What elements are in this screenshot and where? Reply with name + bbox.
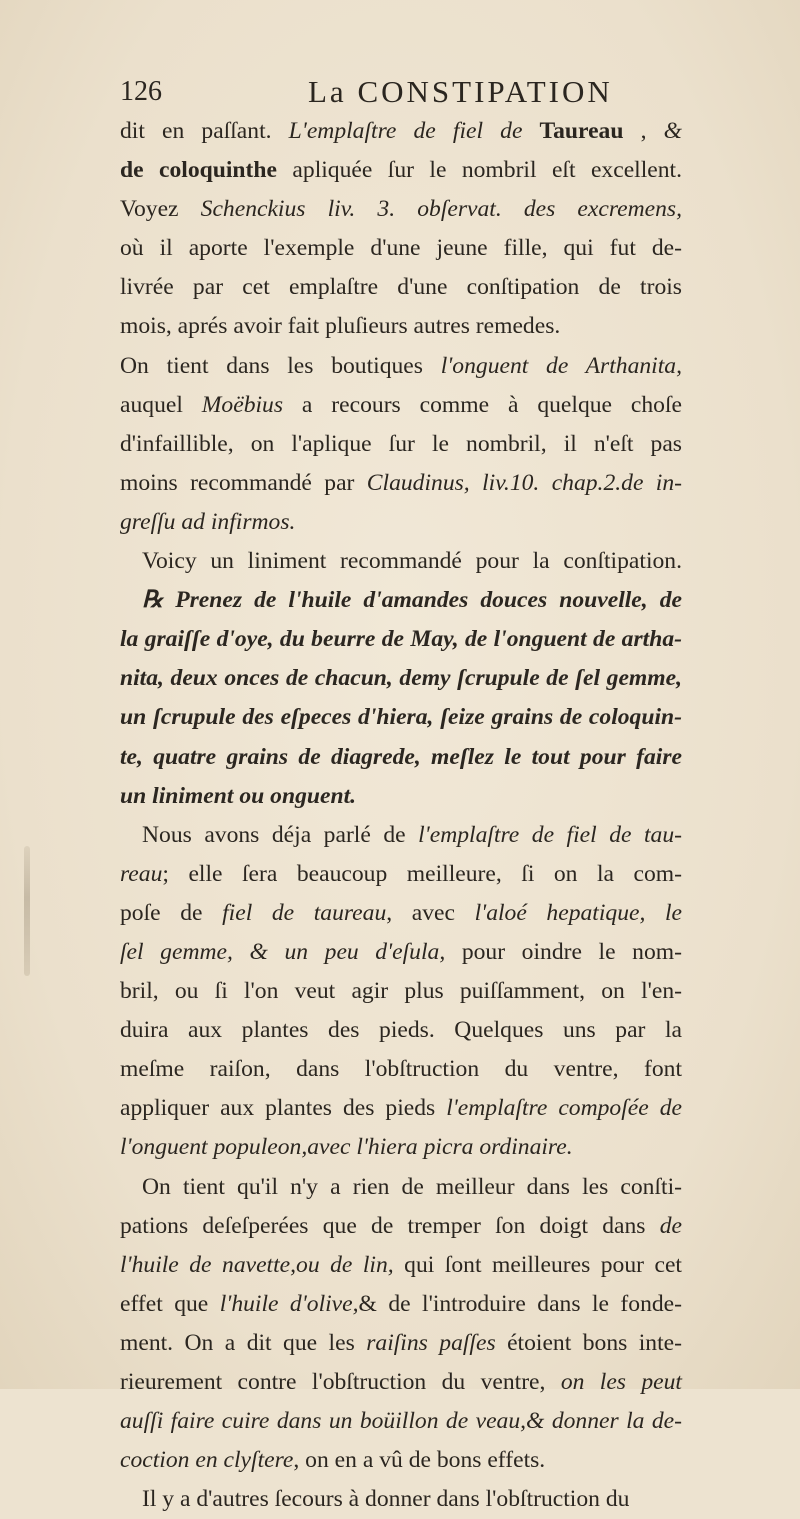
text-line — [120, 1128, 682, 1167]
text-run: , — [623, 118, 664, 144]
text-line — [120, 1089, 682, 1128]
text-run: & de l'introduire dans le fonde- — [358, 1290, 682, 1317]
text-run: poſe de — [120, 899, 223, 926]
text-line — [120, 347, 682, 386]
text-run: de — [659, 1212, 682, 1239]
text-line — [120, 777, 682, 816]
text-run: meſme raiſon, dans l'obſtruction du ventre, font — [120, 1056, 682, 1083]
text-line — [120, 1285, 682, 1324]
text-run: l'onguent populeon,avec l'hiera picra ordinaire. — [120, 1134, 573, 1161]
text-line — [120, 1246, 682, 1285]
text-run: & — [663, 118, 682, 144]
text-run: coction en clyſtere — [120, 1447, 294, 1474]
text-run: ; elle ſera beaucoup meilleure, ſi on la com- — [162, 860, 682, 887]
text-run: , on en a vû de bons effets. — [293, 1447, 546, 1474]
text-line — [120, 620, 682, 659]
text-line — [120, 1363, 682, 1402]
text-line — [120, 268, 682, 307]
text-line — [120, 1207, 682, 1246]
text-line — [120, 581, 682, 620]
running-title: La CONSTIPATION — [308, 74, 613, 109]
text-line — [120, 894, 682, 933]
text-run: l'huile d'olive, — [219, 1290, 359, 1317]
text-line — [120, 659, 682, 698]
text-run: pour oindre le nom- — [445, 938, 682, 965]
text-line — [120, 1480, 682, 1519]
text-run: On tient dans les boutiques — [120, 352, 441, 379]
text-run: duira aux plantes des pieds. Quelques uns par la — [120, 1017, 682, 1044]
text-run: l'emplaſtre de fiel de tau- — [418, 821, 682, 848]
text-run: moins recommandé par — [120, 469, 367, 496]
text-run: la graiſſe d'oye, du beurre de May, de l'onguent de artha- — [120, 626, 682, 653]
text-run: l'aloé hepatique, le — [474, 899, 682, 926]
paper-stain — [24, 846, 30, 976]
text-run: reau — [120, 860, 163, 887]
text-run: Voyez — [120, 196, 201, 223]
text-run: rieurement contre l'obſtruction du ventre, — [120, 1369, 561, 1395]
text-run: mois, aprés avoir fait pluſieurs autres remedes. — [120, 313, 561, 340]
text-run: apliquée ſur le nombril eſt excellent. — [277, 157, 683, 184]
text-run: auquel — [120, 391, 202, 418]
text-line — [120, 855, 682, 894]
text-line — [120, 386, 682, 425]
text-line — [120, 1168, 682, 1207]
text-run: greſſu ad infirmos. — [120, 508, 296, 535]
text-run: te, quatre grains de diagrede, meſlez le tout pour faire — [120, 743, 682, 770]
text-run: , avec — [386, 899, 475, 926]
text-run: où il aporte l'exemple d'une jeune fille, qui fut de- — [120, 235, 682, 262]
text-run: fiel de taureau — [222, 899, 387, 926]
text-run: auſſi faire cuire dans un boüillon de veau,& donner la de- — [120, 1408, 682, 1435]
text-run: pations deſeſperées que de tremper ſon doigt dans — [120, 1212, 660, 1239]
text-line — [120, 1441, 682, 1480]
text-line — [120, 190, 682, 229]
text-run: l'emplaſtre compoſée de — [446, 1095, 682, 1122]
text-line — [120, 503, 682, 542]
text-run: ſel gemme, & un peu d'eſula, — [120, 938, 446, 965]
text-line — [120, 1324, 682, 1363]
text-run: l'onguent de Arthanita, — [440, 352, 682, 379]
text-run: on les peut — [560, 1369, 682, 1395]
text-line — [120, 542, 682, 581]
text-run: Claudinus, liv.10. chap.2.de in- — [366, 469, 683, 496]
text-run: bril, ou ſi l'on veut agir plus puiſſamment, on l'en- — [120, 978, 682, 1005]
text-line — [120, 1050, 682, 1089]
text-run: appliquer aux plantes des pieds — [120, 1095, 447, 1122]
text-run: Il y a d'autres ſecours à donner dans l'obſtruction du — [142, 1486, 630, 1513]
text-run: effet que — [120, 1290, 220, 1317]
text-line — [120, 972, 682, 1011]
text-run: Taureau — [539, 118, 624, 144]
text-run: Nous avons déja parlé de — [142, 821, 419, 848]
text-run: raiſins paſſes — [366, 1329, 496, 1356]
page-number: 126 — [120, 76, 162, 107]
text-run: livrée par cet emplaſtre d'une conſtipation de trois — [120, 274, 682, 301]
text-line — [120, 1011, 682, 1050]
text-line — [120, 738, 682, 777]
text-line — [120, 1402, 682, 1441]
text-run: de coloquinthe — [120, 157, 278, 184]
text-run: Moëbius — [201, 391, 284, 418]
body-text — [120, 112, 682, 1519]
text-run: L'emplaſtre de fiel de — [288, 118, 540, 144]
text-run: ment. On a dit que les — [120, 1329, 367, 1356]
text-run: ℞ Prenez de l'huile d'amandes douces nouvelle, de — [142, 587, 682, 614]
text-run: étoient bons inte- — [495, 1329, 682, 1356]
text-line — [120, 112, 682, 151]
text-run: Schenckius liv. 3. obſervat. des excremens, — [200, 196, 682, 223]
text-line — [120, 933, 682, 972]
text-run: On tient qu'il n'y a rien de meilleur dans les conſti- — [142, 1173, 682, 1200]
text-line — [120, 464, 682, 503]
text-line — [120, 151, 682, 190]
text-run: Voicy un liniment recommandé pour la conſtipation. — [142, 548, 682, 575]
text-line — [120, 698, 682, 737]
text-run: d'infaillible, on l'aplique ſur le nombril, il n'eſt pas — [120, 430, 682, 457]
text-line — [120, 307, 682, 346]
text-run: dit en paſſant. — [120, 118, 289, 144]
text-run: un liniment ou onguent. — [120, 782, 357, 809]
text-run: qui ſont meilleures pour cet — [393, 1251, 682, 1278]
text-run: a recours comme à quelque choſe — [283, 391, 682, 418]
text-line — [120, 816, 682, 855]
text-run: l'huile de navette,ou de lin, — [120, 1251, 394, 1278]
text-line — [120, 425, 682, 464]
text-line — [120, 229, 682, 268]
text-run: un ſcrupule des eſpeces d'hiera, ſeize grains de coloquin- — [120, 704, 682, 731]
text-run: nita, deux onces de chacun, demy ſcrupule de ſel gemme, — [120, 665, 682, 692]
